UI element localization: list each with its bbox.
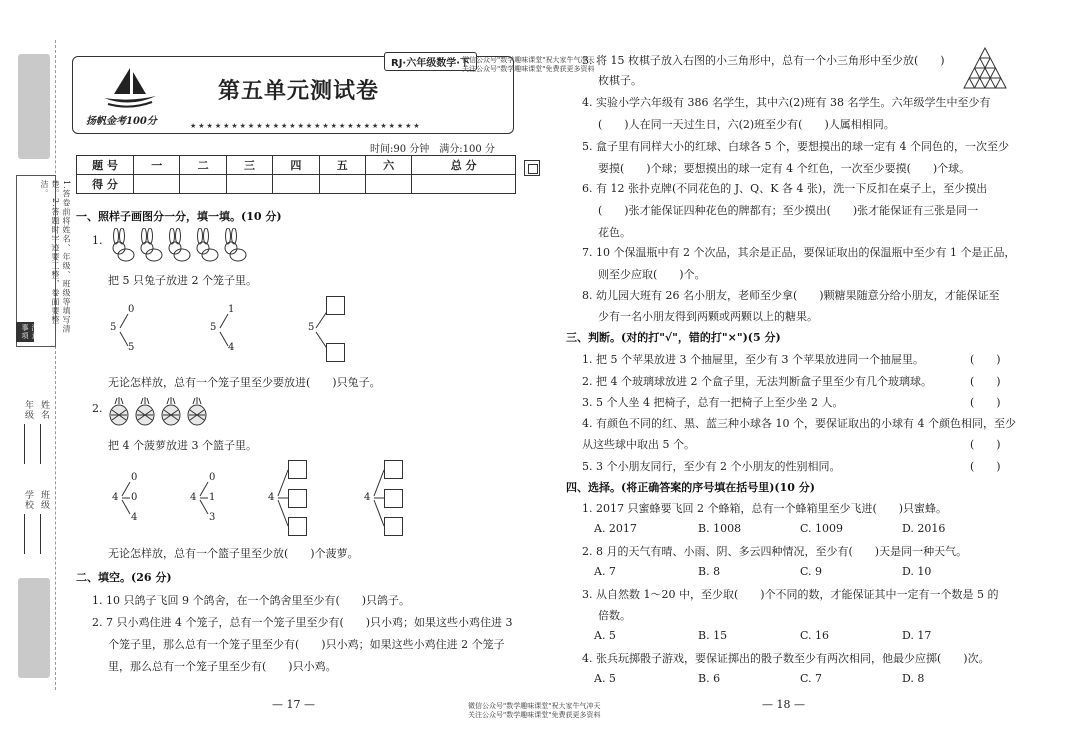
stars-divider: ★★★★★★★★★★★★★★★★★★★★★★★★★★★★ — [190, 122, 422, 130]
rabbit-icon — [106, 228, 256, 262]
score-input-cell[interactable] — [180, 175, 226, 194]
section-2-title: 二、填空。(26 分) — [76, 571, 172, 584]
page-number-left: — 17 — — [272, 698, 315, 711]
rabbit-row — [106, 228, 256, 266]
fill-line: 里，那么总有一个笼子里至少有( )只小鸡。 — [108, 660, 337, 673]
score-input-cell[interactable] — [412, 175, 516, 194]
judge-paren[interactable]: ( ) — [970, 353, 1001, 366]
q2-prompt: 把 4 个菠萝放进 3 个篮子里。 — [108, 439, 257, 452]
score-table — [76, 155, 516, 194]
judge-item: 2. 把 4 个玻璃球放进 2 个盒子里，无法判断盒子里至少有几个玻璃球。 — [582, 375, 932, 388]
binding-gray-block — [18, 578, 50, 678]
choice-question: 3. 从自然数 1～20 中，至少取( )个不同的数，才能保证其中一定有一个数是 5 的 — [582, 588, 999, 601]
tree-root: 4 — [190, 492, 197, 503]
choice-option[interactable]: D. 17 — [902, 629, 932, 642]
fill-line: 个笼子里，那么总有一个笼子里至少有( )只小鸡；如果这些小鸡住进 2 个笼子 — [108, 638, 505, 651]
choice-option[interactable]: C. 9 — [800, 565, 823, 578]
answer-box[interactable] — [288, 460, 307, 479]
answer-box[interactable] — [288, 489, 307, 508]
choice-option[interactable]: B. 6 — [698, 672, 721, 685]
binding-strip — [14, 50, 56, 680]
choice-option[interactable]: A. 5 — [594, 672, 616, 685]
tree-root: 5 — [110, 322, 117, 333]
tree-branch: 1 — [209, 492, 216, 503]
judge-paren[interactable]: ( ) — [970, 460, 1001, 473]
answer-box[interactable] — [326, 296, 345, 315]
judge-paren[interactable]: ( ) — [970, 375, 1001, 388]
choice-question: 1. 2017 只蜜蜂要飞回 2 个蜂箱，总有一个蜂箱里至少飞进( )只蜜蜂。 — [582, 502, 948, 515]
q1-prompt: 把 5 只兔子放进 2 个笼子里。 — [108, 274, 257, 287]
tree-root: 5 — [308, 322, 315, 333]
split-tree-blank — [306, 296, 356, 364]
answer-box[interactable] — [326, 343, 345, 362]
tree-root: 4 — [364, 492, 371, 503]
score-input-cell[interactable] — [226, 175, 272, 194]
student-fields — [20, 390, 54, 560]
fill-line: 枚棋子。 — [598, 74, 642, 87]
tree-root: 5 — [210, 322, 217, 333]
choice-option[interactable]: B. 8 — [698, 565, 721, 578]
tree-branch: 0 — [131, 472, 138, 483]
wechat-notice-bottom: 微信公众号"数学趣味课堂"祝大家牛气冲天 关注公众号"数学趣味课堂"免费获更多资料 — [468, 702, 601, 719]
fill-line: 花色。 — [598, 226, 631, 239]
page-title: 第五单元测试卷 — [218, 78, 380, 104]
score-cell: 四 — [273, 156, 319, 175]
choice-option[interactable]: D. 8 — [902, 672, 925, 685]
field-line — [24, 424, 25, 464]
answer-box[interactable] — [384, 489, 403, 508]
wechat-notice-top: 微信公众号"数学趣味课堂"祝大家牛气冲天 关注公众号"数学趣味课堂"免费获更多资料 — [462, 56, 595, 73]
time-info: 时间:90 分钟 满分:100 分 — [370, 144, 495, 155]
field-label-school: 学校 — [23, 490, 33, 510]
choice-option[interactable]: D. 10 — [902, 565, 932, 578]
pineapple-row — [106, 396, 216, 430]
judge-item: 5. 3 个小朋友同行，至少有 2 个小朋友的性别相同。 — [582, 460, 841, 473]
field-label-name: 姓名 — [39, 400, 49, 420]
section-4-title: 四、选择。(将正确答案的序号填在括号里)(10 分) — [566, 481, 815, 494]
split-tree — [108, 300, 148, 360]
pineapple-icon — [106, 396, 216, 426]
choice-option[interactable]: C. 7 — [800, 672, 823, 685]
fill-line: 5. 盒子里有同样大小的红球、白球各 5 个，要想摸出的球一定有 4 个同色的，一次至少 — [582, 140, 1009, 153]
answer-box[interactable] — [384, 517, 403, 536]
answer-box[interactable] — [384, 460, 403, 479]
notice-title: 注意事项 — [21, 324, 39, 340]
score-cell: 总 分 — [412, 156, 516, 175]
fill-line: 8. 幼儿园大班有 26 名小朋友，老师至少拿( )颗糖果随意分给小朋友，才能保证至 — [582, 289, 1000, 302]
field-line — [24, 514, 25, 554]
tree-root: 4 — [268, 492, 275, 503]
section-1-title: 一、照样子画图分一分，填一填。(10 分) — [76, 210, 282, 223]
split-tree — [190, 470, 230, 528]
choice-option[interactable]: D. 2016 — [902, 522, 946, 535]
question-number: 2. — [92, 402, 103, 415]
score-table-score-row — [77, 175, 516, 194]
score-cell: 一 — [134, 156, 180, 175]
answer-box[interactable] — [288, 517, 307, 536]
score-cell: 六 — [365, 156, 411, 175]
fill-line: 4. 实验小学六年级有 386 名学生，其中六(2)班有 38 名学生。六年级学生中至少有 — [582, 96, 991, 109]
score-input-cell[interactable] — [365, 175, 411, 194]
tree-branch: 4 — [131, 512, 138, 523]
field-line — [40, 424, 41, 464]
judge-item: 3. 5 个人坐 4 把椅子，总有一把椅子上至少坐 2 人。 — [582, 396, 844, 409]
triangle-grid-icon — [962, 46, 1008, 92]
fill-line: 6. 有 12 张扑克牌(不同花色的 J、Q、K 各 4 张)，洗一下反扣在桌子上，至少摸出 — [582, 182, 988, 195]
fill-line: 3. 将 15 枚棋子放入右图的小三角形中，总有一个小三角形中至少放( ) — [582, 54, 945, 67]
tree-root: 4 — [112, 492, 119, 503]
fill-line: 要摸( )个球；要想摸出的球一定有 4 个红色，一次至少要摸( )个球。 — [598, 162, 971, 175]
choice-option[interactable]: A. 2017 — [594, 522, 637, 535]
score-input-cell[interactable] — [134, 175, 180, 194]
sailboat-logo-icon — [100, 64, 160, 112]
score-cell: 三 — [226, 156, 272, 175]
judge-paren[interactable]: ( ) — [970, 396, 1001, 409]
choice-option[interactable]: C. 1009 — [800, 522, 844, 535]
split-tree-blank — [364, 460, 408, 536]
binding-gray-block — [18, 54, 50, 159]
fill-line: 7. 10 个保温瓶中有 2 个次品，其余是正品，要保证取出的保温瓶中至少有 1 个是正品， — [582, 246, 1016, 259]
choice-question: 4. 张兵玩掷骰子游戏，要保证掷出的骰子数至少有两次相同，他最少应掷( )次。 — [582, 652, 990, 665]
choice-question-cont: 倍数。 — [598, 609, 631, 622]
field-line — [40, 514, 41, 554]
tree-branch: 5 — [128, 342, 135, 353]
judge-item: 1. 把 5 个苹果放进 3 个抽屉里，至少有 3 个苹果放进同一个抽屉里。 — [582, 353, 924, 366]
q2-answer: 无论怎样放，总有一个篮子里至少放( )个菠萝。 — [108, 547, 359, 560]
choice-option[interactable]: B. 15 — [698, 629, 728, 642]
score-cell: 五 — [319, 156, 365, 175]
choice-question: 2. 8 月的天气有晴、小雨、阴、多云四种情况，至少有( )天是同一种天气。 — [582, 545, 968, 558]
fill-line: 2. 7 只小鸡住进 4 个笼子，总有一个笼子里至少有( )只小鸡；如果这些小鸡住进 3 — [92, 616, 513, 629]
tree-branch: 0 — [209, 472, 216, 483]
fill-line: 1. 10 只鸽子飞回 9 个鸽舍，在一个鸽舍里至少有( )只鸽子。 — [92, 594, 411, 607]
fill-line: 则至少应取( )个。 — [598, 268, 706, 281]
judge-item: 4. 有颜色不同的红、黑、蓝三种小球各 10 个，要保证取出的小球有 4 个颜色相同，至少 — [582, 417, 1016, 430]
notice-text: 1.答卷前将姓名、年级、班级等填写清楚。2.答题时字迹要工整，卷面要整洁。 — [40, 180, 71, 334]
fill-line: ( )人在同一天过生日，六(2)班至少有( )人属相相同。 — [598, 118, 895, 131]
fill-line: ( )张才能保证四种花色的牌都有；至少摸出( )张才能保证有三张是同一 — [598, 204, 979, 217]
score-cell: 题 号 — [77, 156, 134, 175]
brand-text: 扬帆金考100分 — [86, 116, 157, 127]
fold-dashed-line — [55, 40, 56, 690]
field-label-grade: 年级 — [23, 400, 33, 420]
page-number-right: — 18 — — [762, 698, 805, 711]
judge-paren[interactable]: ( ) — [970, 438, 1001, 451]
series-tag: RJ·六年级数学·下 — [384, 52, 477, 71]
q1-answer: 无论怎样放，总有一个笼子里至少要放进( )只兔子。 — [108, 376, 381, 389]
split-tree — [112, 470, 152, 528]
tree-branch: 3 — [209, 512, 216, 523]
split-tree — [208, 300, 248, 360]
notice-title-box — [16, 322, 39, 342]
choice-option[interactable]: B. 1008 — [698, 522, 742, 535]
judge-item: 从这些球中取出 5 个。 — [582, 438, 695, 451]
tree-branch: 1 — [228, 304, 235, 315]
tree-branch: 0 — [128, 304, 135, 315]
score-input-cell[interactable] — [319, 175, 365, 194]
qr-code-icon — [524, 160, 540, 176]
field-label-class: 班级 — [39, 490, 49, 510]
score-table-header-row — [77, 156, 516, 175]
score-cell: 二 — [180, 156, 226, 175]
question-number: 1. — [92, 234, 103, 247]
split-tree-blank — [268, 460, 312, 536]
tree-branch: 0 — [131, 492, 138, 503]
choice-option[interactable]: A. 5 — [594, 629, 616, 642]
choice-option[interactable]: C. 16 — [800, 629, 830, 642]
section-3-title: 三、判断。(对的打"√"，错的打"×")(5 分) — [566, 331, 781, 344]
choice-option[interactable]: A. 7 — [594, 565, 616, 578]
fill-line: 少有一名小朋友得到两颗或两颗以上的糖果。 — [598, 310, 818, 323]
tree-branch: 4 — [228, 342, 235, 353]
score-input-cell[interactable] — [273, 175, 319, 194]
score-cell: 得 分 — [77, 175, 134, 194]
